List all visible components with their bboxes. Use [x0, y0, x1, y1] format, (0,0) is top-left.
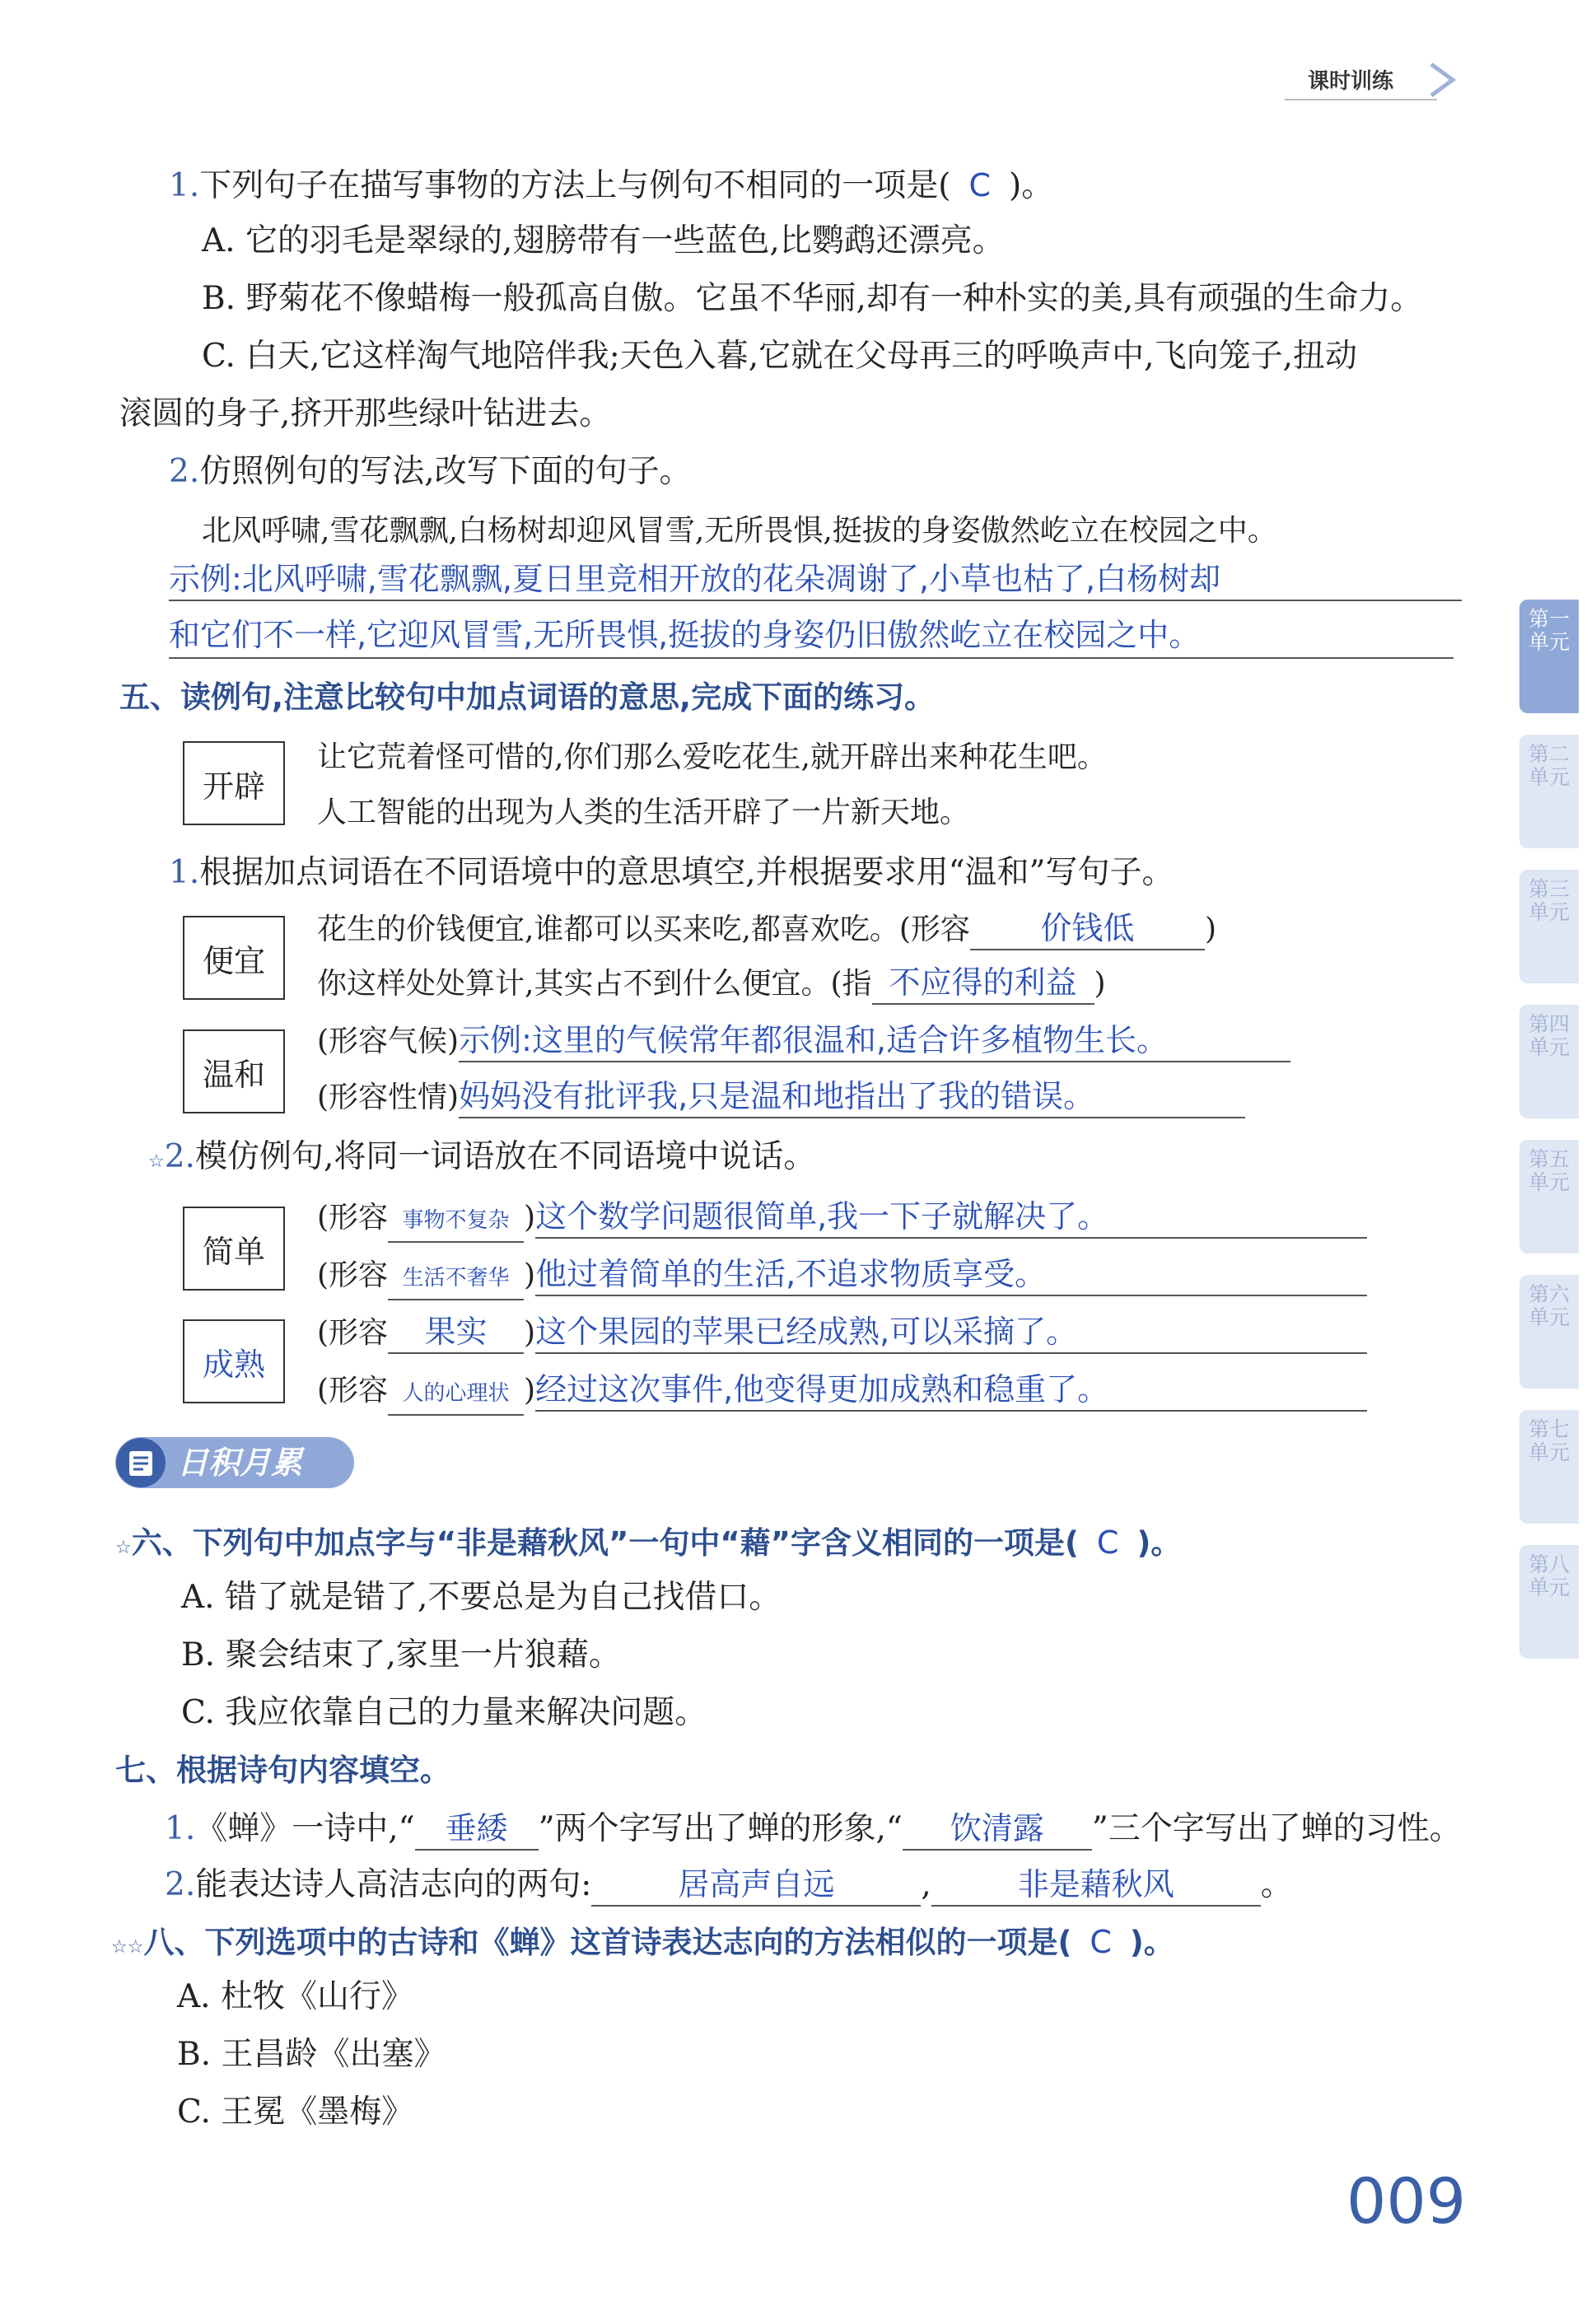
- unit-tab-8[interactable]: 第八单元: [1519, 1545, 1579, 1659]
- section-6-title: ☆六、下列句中加点字与“非是藉秋风”一句中“藉”字含义相同的一项是( C )。: [115, 1524, 1182, 1561]
- q2-answer-line1: 示例:北风呼啸,雪花飘飘,夏日里竞相开放的花朵凋谢了,小草也枯了,白杨树却: [169, 561, 1221, 597]
- wenhe-line-1: (形容气候)示例:这里的气候常年都很温和,适合许多植物生长。: [317, 1020, 1290, 1062]
- s6-option-b: B. 聚会结束了,家里一片狼藉。: [181, 1636, 621, 1673]
- banner-label: 日积月累: [177, 1445, 303, 1481]
- section-5-title: 五、读例句,注意比较句中加点词语的意思,完成下面的练习。: [119, 679, 936, 715]
- pianyi-answer-2: 不应得的利益: [872, 962, 1094, 1005]
- wenhe-answer-1: 示例:这里的气候常年都很温和,适合许多植物生长。: [459, 1020, 1290, 1062]
- s7-line-1: 1.《蝉》一诗中,“ 垂緌 ”两个字写出了蝉的形象,“ 饮清露 ”三个字写出了蝉的习性。: [165, 1808, 1462, 1851]
- jiandan-line-2: (形容 生活不奢华 )他过着简单的生活,不追求物质享受。: [317, 1253, 1367, 1300]
- unit-tab-6[interactable]: 第六单元: [1519, 1275, 1579, 1389]
- pianyi-answer-1: 价钱低: [970, 908, 1205, 950]
- jiandan-answer-2b: 他过着简单的生活,不追求物质享受。: [535, 1253, 1367, 1296]
- word-box-jiandan: 简单: [183, 1207, 285, 1291]
- q1-stem: 1.下列句子在描写事物的方法上与例句不相同的一项是( C )。: [169, 167, 1054, 204]
- chengshu-answer-1b: 这个果园的苹果已经成熟,可以采摘了。: [535, 1311, 1367, 1354]
- jiandan-answer-1a: 事物不复杂: [388, 1200, 524, 1243]
- header-label: 课时训练: [1308, 69, 1394, 94]
- page-number: 009: [1346, 2164, 1467, 2238]
- chengshu-answer-2b: 经过这次事件,他变得更加成熟和稳重了。: [535, 1369, 1367, 1412]
- word-box-chengshu: 成熟: [183, 1319, 285, 1403]
- chevron-right-icon: [1425, 59, 1461, 100]
- chengshu-answer-1a: 果实: [388, 1311, 524, 1354]
- section-8-title: ☆☆八、下列选项中的古诗和《蝉》这首诗表达志向的方法相似的一项是( C )。: [111, 1924, 1174, 1960]
- wenhe-line-2: (形容性情)妈妈没有批评我,只是温和地指出了我的错误。: [317, 1076, 1245, 1118]
- s7-answer-2: 饮清露: [903, 1808, 1092, 1851]
- s6-option-a: A. 错了就是错了,不要总是为自己找借口。: [181, 1579, 782, 1616]
- unit-tab-5[interactable]: 第五单元: [1519, 1140, 1579, 1253]
- s7-answer-4: 非是藉秋风: [931, 1864, 1261, 1907]
- jiandan-answer-1b: 这个数学问题很简单,我一下子就解决了。: [535, 1196, 1367, 1239]
- pianyi-line-1: 花生的价钱便宜,谁都可以买来吃,都喜欢吃。(形容 价钱低 ): [317, 908, 1216, 950]
- header-underline: [1285, 99, 1437, 100]
- s6-answer: C: [1096, 1524, 1119, 1561]
- section-7-title: 七、根据诗句内容填空。: [115, 1753, 450, 1788]
- s8-option-a: A. 杜牧《山行》: [177, 1978, 413, 2015]
- s5-example-2: 人工智能的出现为人类的生活开辟了一片新天地。: [317, 796, 970, 829]
- unit-tab-4[interactable]: 第四单元: [1519, 1005, 1579, 1118]
- q2-stem: 2.仿照例句的写法,改写下面的句子。: [169, 453, 692, 490]
- notebook-icon: [115, 1437, 166, 1488]
- s5-q2-stem: ☆2.模仿例句,将同一词语放在不同语境中说话。: [148, 1138, 816, 1175]
- chengshu-answer-2a: 人的心理状: [388, 1373, 524, 1416]
- s7-answer-3: 居高声自远: [591, 1864, 921, 1907]
- jiandan-line-1: (形容 事物不复杂 )这个数学问题很简单,我一下子就解决了。: [317, 1196, 1367, 1243]
- unit-tab-1[interactable]: 第一单元: [1519, 600, 1579, 713]
- q2-answer-line2: 和它们不一样,它迎风冒雪,无所畏惧,挺拔的身姿仍旧傲然屹立在校园之中。: [169, 617, 1201, 653]
- pianyi-line-2: 你这样处处算计,其实占不到什么便宜。(指 不应得的利益 ): [317, 962, 1106, 1005]
- q2-example-sentence: 北风呼啸,雪花飘飘,白杨树却迎风冒雪,无所畏惧,挺拔的身姿傲然屹立在校园之中。: [202, 514, 1277, 548]
- s5-q1-stem: 1.根据加点词语在不同语境中的意思填空,并根据要求用“温和”写句子。: [169, 854, 1174, 891]
- s7-line-2: 2.能表达诗人高洁志向的两句: 居高声自远 , 非是藉秋风 。: [165, 1864, 1293, 1907]
- unit-tab-7[interactable]: 第七单元: [1519, 1410, 1579, 1524]
- q1-option-b: B. 野菊花不像蜡梅一般孤高自傲。它虽不华丽,却有一种朴实的美,具有顽强的生命力。: [202, 280, 1423, 317]
- s8-option-b: B. 王昌龄《出塞》: [177, 2036, 446, 2073]
- q1-option-c-line2: 滚圆的身子,挤开那些绿叶钻进去。: [119, 395, 612, 432]
- s5-example-1: 让它荒着怪可惜的,你们那么爱吃花生,就开辟出来种花生吧。: [317, 740, 1107, 774]
- s7-answer-1: 垂緌: [415, 1808, 539, 1851]
- chengshu-line-1: (形容 果实 )这个果园的苹果已经成熟,可以采摘了。: [317, 1311, 1367, 1354]
- word-box-kaipi: 开辟: [183, 741, 285, 825]
- wenhe-answer-2: 妈妈没有批评我,只是温和地指出了我的错误。: [459, 1076, 1245, 1118]
- s8-answer: C: [1090, 1924, 1112, 1960]
- q1-answer: C: [968, 167, 991, 203]
- word-box-wenhe: 温和: [183, 1029, 285, 1113]
- word-box-pianyi: 便宜: [183, 916, 285, 1000]
- chengshu-line-2: (形容 人的心理状 )经过这次事件,他变得更加成熟和稳重了。: [317, 1369, 1367, 1416]
- s8-option-c: C. 王冕《墨梅》: [177, 2094, 414, 2131]
- q1-option-c-line1: C. 白天,它这样淘气地陪伴我;天色入暮,它就在父母再三的呼唤声中,飞向笼子,扭动: [202, 338, 1357, 375]
- q1-option-a: A. 它的羽毛是翠绿的,翅膀带有一些蓝色,比鹦鹉还漂亮。: [202, 222, 1005, 259]
- unit-tab-2[interactable]: 第二单元: [1519, 735, 1579, 848]
- jiandan-answer-2a: 生活不奢华: [388, 1258, 524, 1300]
- unit-tab-3[interactable]: 第三单元: [1519, 870, 1579, 983]
- s6-option-c: C. 我应依靠自己的力量来解决问题。: [181, 1694, 707, 1731]
